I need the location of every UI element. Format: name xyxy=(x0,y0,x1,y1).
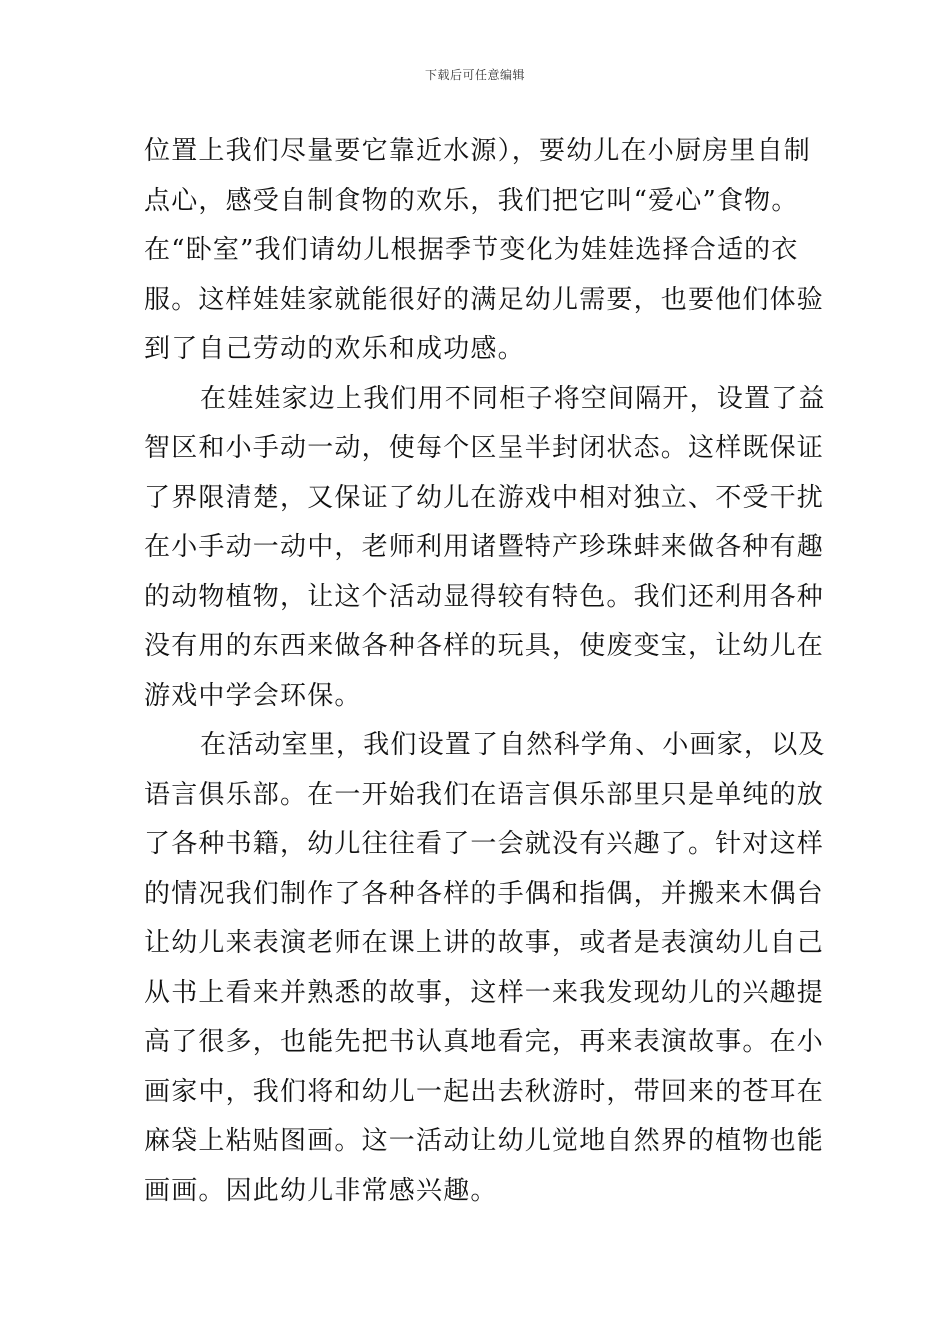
text-line: 服。这样娃娃家就能很好的满足幼儿需要，也要他们体验 xyxy=(144,284,825,315)
text-line: 高了很多，也能先把书认真地看完，再来表演故事。在小 xyxy=(144,1027,825,1057)
text-line: 的动物植物，让这个活动显得较有特色。我们还利用各种 xyxy=(144,581,825,612)
text-line: 从书上看来并熟悉的故事，这样一来我发现幼儿的兴趣提 xyxy=(144,977,825,1008)
text-line: 没有用的东西来做各种各样的玩具，使废变宝，让幼儿在 xyxy=(144,631,825,661)
text-line: 的情况我们制作了各种各样的手偶和指偶，并搬来木偶台 xyxy=(144,878,825,909)
text-line: 画家中，我们将和幼儿一起出去秋游时，带回来的苍耳在 xyxy=(144,1076,825,1107)
text-line: 让幼儿来表演老师在课上讲的故事，或者是表演幼儿自己 xyxy=(144,928,825,958)
text-line: 了界限清楚，又保证了幼儿在游戏中相对独立、不受干扰 xyxy=(144,482,825,513)
document-body xyxy=(144,127,826,1216)
page-header-note: 下载后可任意编辑 xyxy=(424,68,525,82)
text-line: 在“卧室”我们请幼儿根据季节变化为娃娃选择合适的衣 xyxy=(144,235,799,265)
text-line: 了各种书籍，幼儿往往看了一会就没有兴趣了。针对这样 xyxy=(144,829,825,859)
text-line: 画画。因此幼儿非常感兴趣。 xyxy=(144,1175,498,1206)
text-line: 游戏中学会环保。 xyxy=(144,680,362,711)
text-line: 在小手动一动中，老师利用诸暨特产珍珠蚌来做各种有趣 xyxy=(144,532,825,562)
paragraph-start-line: 在活动室里，我们设置了自然科学角、小画家，以及 xyxy=(200,730,826,760)
text-line: 语言俱乐部。在一开始我们在语言俱乐部里只是单纯的放 xyxy=(144,779,825,810)
text-line: 智区和小手动一动，使每个区呈半封闭状态。这样既保证 xyxy=(144,433,825,463)
paragraph-start-line: 在娃娃家边上我们用不同柜子将空间隔开，设置了益 xyxy=(200,383,826,414)
text-line: 点心，感受自制食物的欢乐，我们把它叫“爱心”食物。 xyxy=(144,185,799,216)
text-line: 到了自己劳动的欢乐和成功感。 xyxy=(144,334,525,364)
text-line: 位置上我们尽量要它靠近水源），要幼儿在小厨房里自制 xyxy=(144,136,812,166)
text-line: 麻袋上粘贴图画。这一活动让幼儿觉地自然界的植物也能 xyxy=(144,1126,825,1156)
